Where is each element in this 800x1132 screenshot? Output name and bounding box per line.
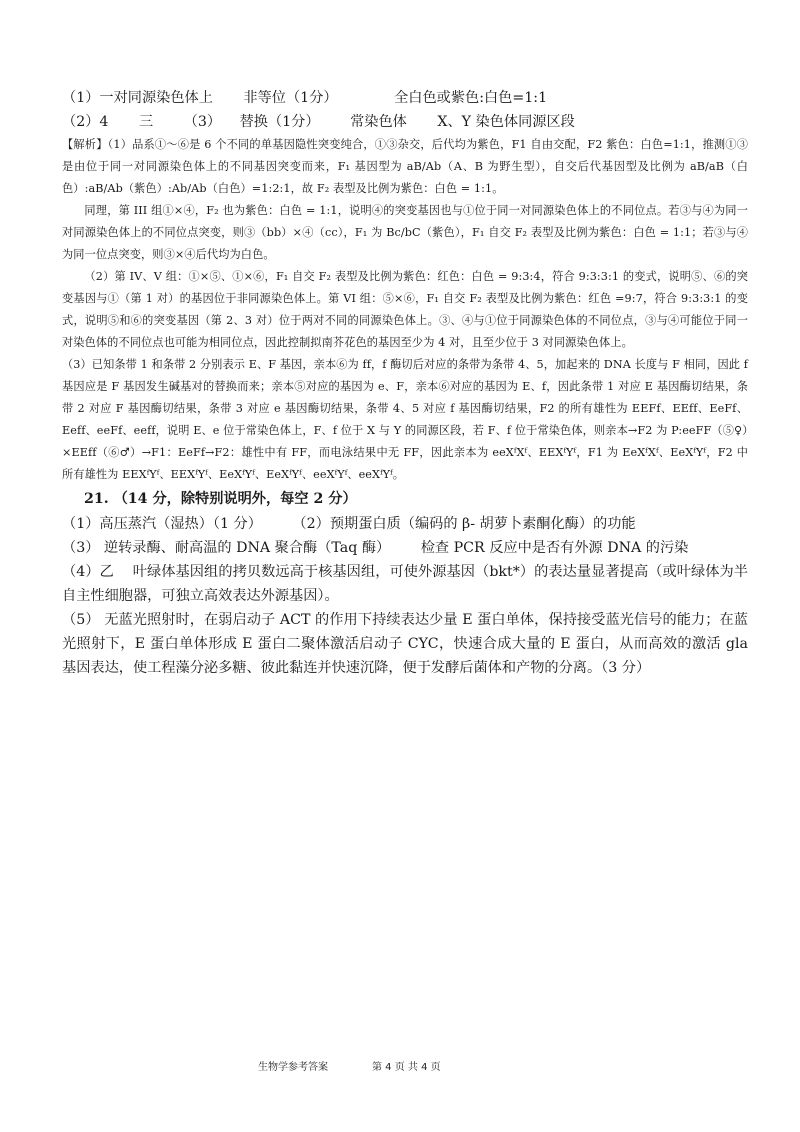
q20-part3-value-3: X、Y 染色体同源区段 bbox=[437, 114, 575, 130]
q20-answer-row-1 bbox=[62, 86, 748, 110]
q21-part2: （2）预期蛋白质（编码的 β- 胡萝卜素酮化酶）的功能 bbox=[292, 516, 636, 532]
analysis-paragraph-2: 同理，第 III 组①×④，F₂ 也为紫色：白色 = 1:1，说明④的突变基因也与①位于同一对同源染色体上的不同位点。若③与④为同一对同源染色体上的不同位点突变，则③（bb）×④（cc），F₁ 为 Bc/bC（紫色），F₁ 自交 F₂ 表型及比例为紫色：白色 = 1:1；若③与④为同一位点突变，则③×④后代均为白色。 bbox=[62, 204, 749, 261]
q20-part2-label: （2）4 bbox=[62, 114, 109, 130]
answer-content bbox=[62, 86, 748, 680]
q21-part1: （1）高压蒸汽（湿热）（1 分） bbox=[62, 516, 262, 532]
q21-part3-value: 检查 PCR 反应中是否有外源 DNA 的污染 bbox=[420, 540, 689, 556]
q20-part3-value-2: 常染色体 bbox=[350, 114, 407, 130]
q21-answer-row-1 bbox=[62, 512, 748, 536]
q21-part3: （3） 逆转录酶、耐高温的 DNA 聚合酶（Taq 酶） bbox=[62, 540, 391, 556]
q21-answer-row-3 bbox=[62, 536, 748, 560]
q21-part4: （4）乙 叶绿体基因组的拷贝数远高于核基因组，可使外源基因（bkt*）的表达量显著提高（或叶绿体为半自主性细胞器，可独立高效表达外源基因）。 bbox=[62, 564, 748, 604]
footer-page-number: 第 4 页 共 4 页 bbox=[372, 1062, 441, 1073]
analysis-paragraph-1: 【解析】（1）品系①～⑥是 6 个不同的单基因隐性突变纯合，①③杂交，后代均为紫色，F1 自由交配，F2 紫色：白色=1:1，推测①③是由位于同一对同源染色体上的不同基因突变而来，F₁ 基因型为 aB/Ab（A、B 为野生型），自交后代基因型及比例为 aB/aB（白色）:aB/Ab（紫色）:Ab/Ab（白色）=1:2:1，故 F₂ 表型及比例为紫色：白色 = 1:1。 bbox=[62, 138, 748, 195]
footer-subject: 生物学参考答案 bbox=[258, 1062, 328, 1073]
q20-part3-value: 替换（1分） bbox=[239, 114, 320, 130]
analysis-paragraph-3: （2）第 IV、V 组：①×⑤、①×⑥，F₁ 自交 F₂ 表型及比例为紫色：红色：白色 = 9:3:4，符合 9:3:3:1 的变式，说明⑤、⑥的突变基因与①（第 1 对）的基因位于非同源染色体上。第 VI 组：⑤×⑥，F₁ 自交 F₂ 表型及比例为紫色：红色 =9:7，符合 9:3:3:1 的变式，说明⑤和⑥的突变基因（第 2、3 对）位于两对不同的同源染色体上。③、④与①位于同源染色体的不同位点，③与④可能位于同一对染色体的不同位点也可能为相同位点，因此控制拟南芥花色的基因至少为 4 对，且至少位于 3 对同源染色体上。 bbox=[62, 270, 748, 349]
q20-part1-value: 非等位（1分） bbox=[243, 90, 338, 106]
q21-part5: （5） 无蓝光照射时，在弱启动子 ACT 的作用下持续表达少量 E 蛋白单体，保持接受蓝光信号的能力；在蓝光照射下，E 蛋白单体形成 E 蛋白二聚体激活启动子 CYC，快速合成大量的 E 蛋白，从而高效的激活 gla 基因表达，使工程藻分泌多糖、彼此黏连并快速沉降，便于发酵后菌体和产物的分离。（3 分） bbox=[62, 612, 748, 676]
q20-part3-label: （3） bbox=[183, 114, 222, 130]
q20-part1-ratio: 全白色或紫色:白色=1:1 bbox=[394, 90, 548, 106]
q21-heading: 21. （14 分，除特别说明外，每空 2 分） bbox=[84, 491, 357, 507]
q20-part1-label: （1）一对同源染色体上 bbox=[62, 90, 213, 106]
q20-answer-row-2 bbox=[62, 110, 748, 134]
analysis-paragraph-4: （3）已知条带 1 和条带 2 分别表示 E、F 基因，亲本⑥为 ff，f 酶切后对应的条带为条带 4、5，加起来的 DNA 长度与 F 相同，因此 f 基因应是 F 基因发生碱基对的替换而来；亲本⑤对应的基因为 e、F，亲本⑥对应的基因为 E、f，因此条带 1 对应 E 基因酶切结果，条带 2 对应 F 基因酶切结果，条带 3 对应 e 基因酶切结果，条带 4、5 对应 f 基因酶切结果，F2 的所有雄性为 EEFf、EEff、EeFf、Eeff、eeFf、eeff，说明 E、e 位于常染色体上，F、f 位于 X 与 Y 的同源区段，若 F、f 位于常染色体，则亲本→F2 为 P:eeFF（⑤♀）×EEff（⑥♂）→F1：EeFf→F2：雄性中有 FF，而电泳结果中无 FF，因此亲本为 eeXᶠXᶠ、EEXᶠYᶠ，F1 为 EeXᶠXᶠ、EeXᶠYᶠ，F2 中所有雄性为 EEXᶠYᶠ、EEXᶠYᶠ、EeXᶠYᶠ、EeXᶠYᶠ、eeXᶠYᶠ、eeXᶠYᶠ。 bbox=[62, 358, 748, 481]
q20-part2-value: 三 bbox=[138, 114, 154, 130]
